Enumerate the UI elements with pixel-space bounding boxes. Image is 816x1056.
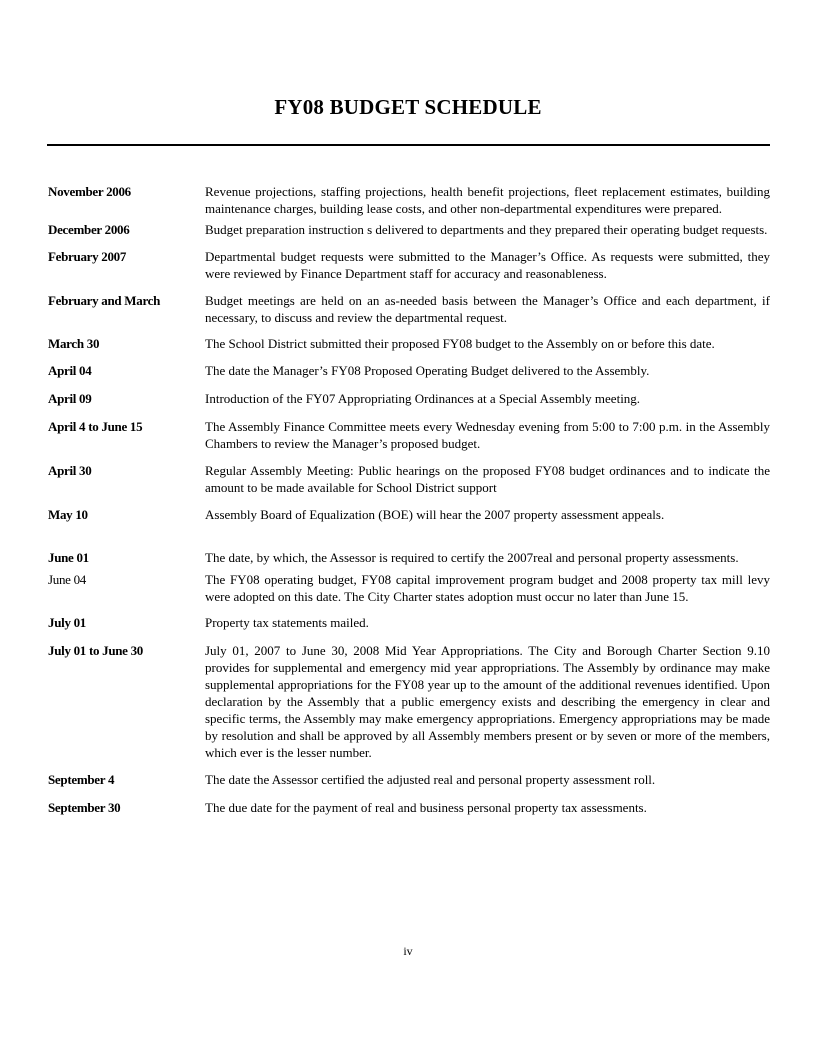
schedule-description: Revenue projections, staffing projections, health benefit projections, fleet replacement estimates, building maintenance charges, building lease costs, and other non-departmental expenditures were prepared. (205, 184, 770, 216)
schedule-description: Regular Assembly Meeting: Public hearings on the proposed FY08 budget ordinances and to indicate the amount to be made available for School District support (205, 463, 770, 495)
schedule-date: April 4 to June 15 (48, 419, 143, 434)
schedule-date: September 4 (48, 772, 115, 787)
schedule-date: May 10 (48, 507, 88, 522)
schedule-row-april-30 (48, 462, 770, 496)
schedule-row-february-and-march (48, 292, 770, 326)
schedule-row-march-30 (48, 335, 770, 352)
title-divider (47, 144, 770, 146)
schedule-date: February 2007 (48, 249, 127, 264)
schedule-row-july-01 (48, 614, 770, 631)
schedule-row-april-04 (48, 362, 770, 379)
schedule-row-april-4-to-june-15 (48, 418, 770, 452)
schedule-description: July 01, 2007 to June 30, 2008 Mid Year Appropriations. The City and Borough Charter Section 9.10 provides for supplemental and emergency mid year appropriations. The Assembly by ordinance may make supplemental appropriations for the FY08 year up to the amount of the additional revenues identified. Upon declaration by the Assembly that a public emergency exists and describing the emergency in clear and specific terms, the Assembly may make emergency appropriations. Emergency appropriations may be made by resolution and shall be approved by all Assembly members present or by seven or more of the members, which ever is the lesser number. (205, 643, 770, 760)
schedule-row-september-30 (48, 799, 770, 816)
schedule-description: The date the Manager’s FY08 Proposed Operating Budget delivered to the Assembly. (205, 363, 650, 378)
schedule-row-september-4 (48, 771, 770, 788)
schedule-description: The FY08 operating budget, FY08 capital improvement program budget and 2008 property tax mill levy were adopted on this date. The City Charter states adoption must occur no later than June 15. (205, 572, 770, 604)
schedule-date: February and March (48, 293, 161, 308)
schedule-date: July 01 (48, 615, 86, 630)
schedule-row-june-04 (48, 571, 770, 605)
schedule-description: The date the Assessor certified the adjusted real and personal property assessment roll. (205, 772, 656, 787)
schedule-row-april-09 (48, 390, 770, 407)
schedule-row-may-10 (48, 506, 770, 523)
schedule-description: Budget meetings are held on an as-needed basis between the Manager’s Office and each department, if necessary, to discuss and review the departmental request. (205, 293, 770, 325)
schedule-description: Property tax statements mailed. (205, 615, 369, 630)
schedule-row-november-2006 (48, 183, 770, 217)
budget-schedule-list (48, 183, 770, 816)
page-number: iv (403, 944, 413, 958)
schedule-row-july-01-to-june-30 (48, 642, 770, 761)
schedule-description: The date, by which, the Assessor is required to certify the 2007real and personal property assessments. (205, 550, 739, 565)
schedule-description: The School District submitted their proposed FY08 budget to the Assembly on or before this date. (205, 336, 715, 351)
schedule-description: Departmental budget requests were submitted to the Manager’s Office. As requests were submitted, they were reviewed by Finance Department staff for accuracy and reasonableness. (205, 249, 770, 281)
schedule-description: Budget preparation instruction s delivered to departments and they prepared their operating budget requests. (205, 222, 768, 237)
schedule-date: April 30 (48, 463, 92, 478)
schedule-date: March 30 (48, 336, 100, 351)
schedule-row-february-2007 (48, 248, 770, 282)
schedule-date: July 01 to June 30 (48, 643, 144, 658)
schedule-description: The Assembly Finance Committee meets every Wednesday evening from 5:00 to 7:00 p.m. in the Assembly Chambers to review the Manager’s proposed budget. (205, 419, 770, 451)
schedule-date: June 04 (48, 572, 86, 587)
schedule-row-december-2006 (48, 221, 770, 238)
schedule-date: December 2006 (48, 222, 130, 237)
schedule-date: November 2006 (48, 184, 131, 199)
schedule-date: April 09 (48, 391, 92, 406)
schedule-row-june-01 (48, 549, 770, 566)
page-title: FY08 BUDGET SCHEDULE (274, 95, 542, 119)
schedule-description: Assembly Board of Equalization (BOE) will hear the 2007 property assessment appeals. (205, 507, 665, 522)
schedule-description: The due date for the payment of real and business personal property tax assessments. (205, 800, 647, 815)
schedule-date: September 30 (48, 800, 121, 815)
schedule-date: April 04 (48, 363, 92, 378)
schedule-date: June 01 (48, 550, 89, 565)
schedule-description: Introduction of the FY07 Appropriating Ordinances at a Special Assembly meeting. (205, 391, 641, 406)
